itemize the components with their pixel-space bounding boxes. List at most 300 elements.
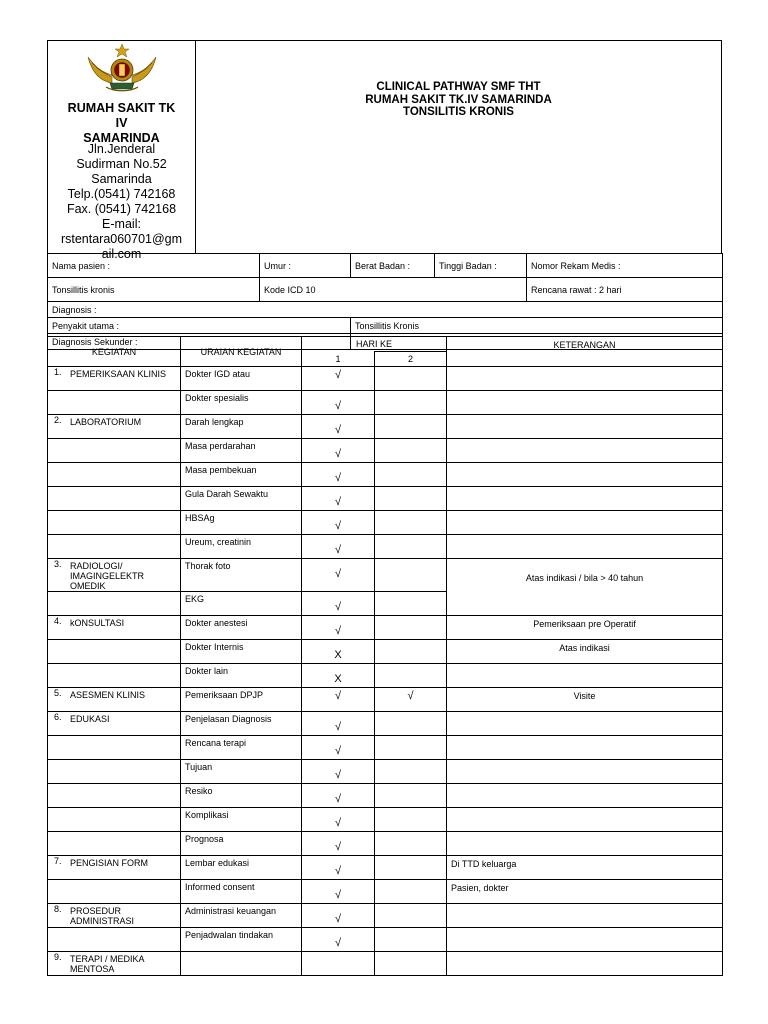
keterangan-text: Visite bbox=[573, 691, 596, 701]
day-1-mark-cell[interactable] bbox=[302, 712, 375, 736]
day-1-mark: √ bbox=[334, 544, 342, 556]
day-2-mark-cell[interactable] bbox=[375, 487, 447, 511]
uraian-cell bbox=[181, 616, 302, 640]
keterangan-cell bbox=[447, 640, 723, 664]
uraian-label: Administrasi keuangan bbox=[185, 906, 277, 916]
day-2-mark-cell[interactable] bbox=[375, 535, 447, 559]
day-2-mark-cell[interactable] bbox=[375, 511, 447, 535]
kegiatan-cell bbox=[48, 664, 181, 688]
day-2-mark bbox=[375, 856, 446, 866]
kegiatan-number bbox=[48, 511, 70, 513]
keterangan-text bbox=[447, 415, 722, 418]
day-1-mark: √ bbox=[334, 424, 342, 436]
day-1-mark: √ bbox=[334, 865, 342, 877]
diagnosis-name: Tonsillitis kronis bbox=[48, 278, 260, 302]
day-1-mark-cell[interactable] bbox=[302, 415, 375, 439]
keterangan-cell bbox=[447, 616, 723, 640]
uraian-label: Penjadwalan tindakan bbox=[185, 930, 274, 940]
keterangan-cell bbox=[447, 487, 723, 511]
day-2-mark bbox=[375, 880, 446, 890]
day-2-mark-cell[interactable] bbox=[375, 367, 447, 391]
activity-row bbox=[48, 415, 723, 439]
day-2-mark-cell[interactable] bbox=[375, 760, 447, 784]
title-line: TONSILITIS KRONIS bbox=[403, 106, 514, 118]
hospital-name bbox=[48, 101, 195, 146]
day-2-mark bbox=[375, 415, 446, 425]
uraian-cell bbox=[181, 736, 302, 760]
keterangan-text: Atas indikasi bbox=[559, 643, 610, 653]
day-2-mark-cell[interactable] bbox=[375, 928, 447, 952]
hospital-address bbox=[48, 142, 195, 262]
day-1-mark-cell[interactable] bbox=[302, 439, 375, 463]
day-1-mark-cell[interactable] bbox=[302, 559, 375, 592]
day-1-mark-cell[interactable] bbox=[302, 664, 375, 688]
day-2-mark bbox=[375, 808, 446, 818]
keterangan-cell bbox=[447, 856, 723, 880]
day-2-mark bbox=[375, 511, 446, 521]
kegiatan-number bbox=[48, 928, 70, 930]
keterangan-text bbox=[447, 391, 722, 394]
uraian-label: Informed consent bbox=[185, 882, 255, 892]
day-2-mark-cell[interactable] bbox=[375, 784, 447, 808]
hari-ke-header: HARI KE bbox=[302, 337, 447, 352]
uraian-cell bbox=[181, 664, 302, 688]
keterangan-text bbox=[447, 535, 722, 538]
kegiatan-number: 7. bbox=[54, 856, 62, 866]
kegiatan-cell bbox=[48, 736, 181, 760]
day-2-mark bbox=[375, 712, 446, 722]
day-1-mark-cell[interactable] bbox=[302, 904, 375, 928]
kegiatan-label bbox=[70, 487, 180, 489]
day-2-mark-cell[interactable] bbox=[375, 712, 447, 736]
diagnosis-sekunder-label: Diagnosis Sekunder : bbox=[48, 334, 351, 350]
kegiatan-number bbox=[48, 592, 70, 594]
document-title bbox=[196, 81, 721, 119]
day-1-mark-cell[interactable] bbox=[302, 736, 375, 760]
day-1-mark-cell[interactable] bbox=[302, 760, 375, 784]
title-line: CLINICAL PATHWAY SMF THT bbox=[376, 81, 541, 93]
day-2-mark-cell[interactable] bbox=[375, 688, 447, 712]
keterangan-cell bbox=[447, 784, 723, 808]
uraian-cell bbox=[181, 808, 302, 832]
kegiatan-label bbox=[70, 832, 180, 834]
kegiatan-label bbox=[70, 391, 180, 393]
keterangan-cell bbox=[447, 367, 723, 391]
kegiatan-cell bbox=[48, 952, 181, 976]
kegiatan-label: kONSULTASI bbox=[70, 618, 125, 628]
hospital-name-line: IV bbox=[115, 116, 128, 130]
uraian-label: Thorak foto bbox=[185, 561, 231, 571]
keterangan-cell bbox=[447, 511, 723, 535]
kegiatan-number: 1. bbox=[54, 367, 62, 377]
keterangan-cell bbox=[447, 415, 723, 439]
day-1-mark: √ bbox=[334, 400, 342, 412]
activity-row bbox=[48, 856, 723, 880]
day-1-mark: √ bbox=[334, 520, 342, 532]
keterangan-text bbox=[447, 712, 722, 715]
day-1-mark bbox=[302, 952, 374, 962]
day-2-mark-cell[interactable] bbox=[375, 832, 447, 856]
kegiatan-cell bbox=[48, 535, 181, 559]
activity-row bbox=[48, 463, 723, 487]
uraian-cell bbox=[181, 535, 302, 559]
activity-row bbox=[48, 784, 723, 808]
phone-line: Telp.(0541) 742168 bbox=[67, 187, 176, 201]
uraian-label: Dokter spesialis bbox=[185, 393, 249, 403]
kegiatan-cell bbox=[48, 904, 181, 928]
day-1-mark: √ bbox=[334, 817, 342, 829]
uraian-cell bbox=[181, 856, 302, 880]
day-1-mark: √ bbox=[334, 793, 342, 805]
day-2-mark bbox=[375, 760, 446, 770]
day-2-mark-cell[interactable] bbox=[375, 640, 447, 664]
keterangan-cell bbox=[447, 832, 723, 856]
uraian-cell bbox=[181, 928, 302, 952]
uraian-cell bbox=[181, 904, 302, 928]
uraian-label: Dokter lain bbox=[185, 666, 229, 676]
penyakit-utama-value[interactable]: Tonsillitis Kronis bbox=[351, 318, 723, 334]
kegiatan-label bbox=[70, 736, 180, 738]
day-1-mark-cell[interactable] bbox=[302, 592, 375, 616]
day-2-mark-cell[interactable] bbox=[375, 463, 447, 487]
kegiatan-cell bbox=[48, 784, 181, 808]
keterangan-cell bbox=[447, 559, 723, 616]
day-2-mark bbox=[375, 367, 446, 370]
day-1-mark: √ bbox=[334, 690, 342, 702]
berat-badan-field[interactable]: Berat Badan : bbox=[351, 254, 435, 278]
day-2-mark-cell[interactable] bbox=[375, 616, 447, 640]
kegiatan-label: PEMERIKSAAN KLINIS bbox=[70, 369, 167, 379]
activity-row bbox=[48, 760, 723, 784]
kegiatan-number: 4. bbox=[54, 616, 62, 626]
day-1-mark-cell[interactable] bbox=[302, 928, 375, 952]
kegiatan-cell bbox=[48, 640, 181, 664]
day-2-mark-cell[interactable] bbox=[375, 736, 447, 760]
hospital-name-line: SAMARINDA bbox=[83, 131, 160, 145]
kegiatan-cell bbox=[48, 616, 181, 640]
activity-row bbox=[48, 688, 723, 712]
uraian-label: Gula Darah Sewaktu bbox=[185, 489, 269, 499]
keterangan-text: Atas indikasi / bila > 40 tahun bbox=[525, 573, 644, 583]
activity-row bbox=[48, 880, 723, 904]
uraian-label bbox=[181, 952, 301, 954]
day-1-mark: √ bbox=[334, 472, 342, 484]
keterangan-text bbox=[447, 367, 722, 370]
day-2-mark: √ bbox=[407, 690, 414, 702]
day-2-mark-cell[interactable] bbox=[375, 592, 447, 616]
day-2-header: 2 bbox=[375, 352, 447, 367]
day-2-mark-cell[interactable] bbox=[375, 391, 447, 415]
keterangan-text bbox=[447, 952, 722, 955]
email-line: ail.com bbox=[101, 247, 142, 261]
day-2-mark-cell[interactable] bbox=[375, 952, 447, 976]
kegiatan-number bbox=[48, 439, 70, 441]
email-line: rstentara060701@gm bbox=[60, 232, 183, 246]
activity-row bbox=[48, 808, 723, 832]
uraian-label: Rencana terapi bbox=[185, 738, 247, 748]
uraian-cell bbox=[181, 415, 302, 439]
uraian-cell bbox=[181, 487, 302, 511]
day-1-header: 1 bbox=[302, 352, 375, 367]
uraian-label: Resiko bbox=[185, 786, 213, 796]
day-1-mark-cell[interactable] bbox=[302, 487, 375, 511]
kegiatan-cell bbox=[48, 559, 181, 592]
kegiatan-label bbox=[70, 439, 180, 441]
keterangan-text bbox=[447, 784, 722, 787]
day-1-mark: √ bbox=[334, 889, 342, 901]
kegiatan-number bbox=[48, 760, 70, 762]
kegiatan-label bbox=[70, 808, 180, 810]
day-2-mark bbox=[375, 391, 446, 401]
kegiatan-number: 5. bbox=[54, 688, 62, 698]
day-2-mark bbox=[375, 616, 446, 626]
kegiatan-cell bbox=[48, 832, 181, 856]
day-2-mark bbox=[375, 904, 446, 914]
uraian-cell bbox=[181, 952, 302, 976]
kegiatan-label: EDUKASI bbox=[70, 714, 110, 724]
day-1-mark-cell[interactable] bbox=[302, 784, 375, 808]
kegiatan-cell bbox=[48, 592, 181, 616]
uraian-header: URAIAN KEGIATAN bbox=[181, 337, 302, 367]
kegiatan-number bbox=[48, 784, 70, 786]
kegiatan-number bbox=[48, 463, 70, 465]
uraian-cell bbox=[181, 439, 302, 463]
kegiatan-cell bbox=[48, 439, 181, 463]
keterangan-header: KETERANGAN bbox=[447, 337, 723, 367]
kegiatan-number: 8. bbox=[54, 904, 62, 914]
kegiatan-label bbox=[70, 760, 180, 762]
kegiatan-label: TERAPI / MEDIKA MENTOSA bbox=[70, 954, 145, 974]
kegiatan-cell bbox=[48, 688, 181, 712]
day-1-mark: √ bbox=[334, 625, 342, 637]
day-1-mark-cell[interactable] bbox=[302, 808, 375, 832]
day-2-mark-cell[interactable] bbox=[375, 904, 447, 928]
keterangan-text bbox=[447, 463, 722, 466]
activity-row bbox=[48, 559, 723, 592]
kegiatan-number bbox=[48, 664, 70, 666]
activity-row bbox=[48, 736, 723, 760]
activity-row bbox=[48, 664, 723, 688]
keterangan-cell bbox=[447, 952, 723, 976]
day-2-mark bbox=[375, 439, 446, 449]
hospital-name-line: RUMAH SAKIT TK bbox=[67, 101, 176, 115]
uraian-cell bbox=[181, 367, 302, 391]
uraian-label: Ureum, creatinin bbox=[185, 537, 252, 547]
uraian-cell bbox=[181, 760, 302, 784]
day-1-mark-cell[interactable] bbox=[302, 832, 375, 856]
kegiatan-number bbox=[48, 736, 70, 738]
day-1-mark-cell[interactable] bbox=[302, 880, 375, 904]
day-2-mark bbox=[375, 592, 446, 602]
uraian-cell bbox=[181, 712, 302, 736]
keterangan-text: Di TTD keluarga bbox=[451, 859, 517, 869]
keterangan-cell bbox=[447, 760, 723, 784]
uraian-label: Darah lengkap bbox=[185, 417, 244, 427]
day-2-mark bbox=[375, 736, 446, 746]
activity-row bbox=[48, 952, 723, 976]
uraian-label: Tujuan bbox=[185, 762, 213, 772]
activity-row bbox=[48, 640, 723, 664]
keterangan-cell bbox=[447, 391, 723, 415]
uraian-label: Pemeriksaan DPJP bbox=[185, 690, 264, 700]
day-2-mark-cell[interactable] bbox=[375, 664, 447, 688]
day-1-mark-cell[interactable] bbox=[302, 616, 375, 640]
day-1-mark-cell[interactable] bbox=[302, 688, 375, 712]
title-block bbox=[196, 41, 721, 253]
keterangan-text bbox=[447, 736, 722, 739]
kegiatan-number: 2. bbox=[54, 415, 62, 425]
keterangan-cell bbox=[447, 439, 723, 463]
uraian-label: EKG bbox=[185, 594, 205, 604]
kegiatan-number bbox=[48, 487, 70, 489]
day-2-mark-cell[interactable] bbox=[375, 439, 447, 463]
activity-row bbox=[48, 367, 723, 391]
kegiatan-number bbox=[48, 535, 70, 537]
day-2-mark bbox=[375, 535, 446, 545]
day-1-mark-cell[interactable] bbox=[302, 640, 375, 664]
uraian-cell bbox=[181, 592, 302, 616]
keterangan-cell bbox=[447, 688, 723, 712]
keterangan-text bbox=[447, 511, 722, 514]
kegiatan-label: LABORATORIUM bbox=[70, 417, 142, 427]
activity-row bbox=[48, 535, 723, 559]
kegiatan-cell bbox=[48, 463, 181, 487]
umur-field[interactable]: Umur : bbox=[260, 254, 351, 278]
activity-row bbox=[48, 832, 723, 856]
kegiatan-label bbox=[70, 664, 180, 666]
kegiatan-cell bbox=[48, 415, 181, 439]
keterangan-text bbox=[447, 664, 722, 667]
kegiatan-cell bbox=[48, 808, 181, 832]
keterangan-cell bbox=[447, 736, 723, 760]
keterangan-cell bbox=[447, 808, 723, 832]
nama-pasien-field[interactable]: Nama pasien : bbox=[48, 254, 260, 278]
day-1-mark: X bbox=[334, 673, 342, 685]
day-1-mark-cell[interactable] bbox=[302, 856, 375, 880]
day-2-mark-cell[interactable] bbox=[375, 856, 447, 880]
keterangan-text bbox=[447, 808, 722, 811]
keterangan-text bbox=[447, 439, 722, 442]
day-1-mark-cell[interactable] bbox=[302, 535, 375, 559]
day-2-mark bbox=[375, 487, 446, 497]
kegiatan-label bbox=[70, 511, 180, 513]
day-1-mark-cell[interactable] bbox=[302, 511, 375, 535]
uraian-label: Masa perdarahan bbox=[185, 441, 256, 451]
kegiatan-number bbox=[48, 832, 70, 834]
uraian-label: Masa pembekuan bbox=[185, 465, 257, 475]
keterangan-text: Pasien, dokter bbox=[451, 883, 509, 893]
kegiatan-number: 9. bbox=[54, 952, 62, 962]
kegiatan-cell bbox=[48, 760, 181, 784]
day-2-mark-cell[interactable] bbox=[375, 559, 447, 592]
keterangan-cell bbox=[447, 712, 723, 736]
day-1-mark-cell[interactable] bbox=[302, 952, 375, 976]
uraian-cell bbox=[181, 784, 302, 808]
kegiatan-label bbox=[70, 928, 180, 930]
day-1-mark: X bbox=[334, 649, 342, 661]
activity-row bbox=[48, 391, 723, 415]
uraian-label: Dokter Internis bbox=[185, 642, 244, 652]
day-2-mark bbox=[375, 928, 446, 938]
uraian-label: Komplikasi bbox=[185, 810, 229, 820]
day-2-mark bbox=[375, 664, 446, 674]
keterangan-cell bbox=[447, 463, 723, 487]
kegiatan-label bbox=[70, 880, 180, 882]
kegiatan-number bbox=[48, 391, 70, 393]
activity-row bbox=[48, 928, 723, 952]
day-1-mark: √ bbox=[334, 937, 342, 949]
uraian-cell bbox=[181, 559, 302, 592]
keterangan-text bbox=[447, 487, 722, 490]
day-1-mark-cell[interactable] bbox=[302, 463, 375, 487]
clinical-pathway-page bbox=[47, 40, 722, 977]
nomor-rekam-medis-field[interactable]: Nomor Rekam Medis : bbox=[527, 254, 723, 278]
uraian-cell bbox=[181, 511, 302, 535]
day-1-mark: √ bbox=[334, 841, 342, 853]
day-1-mark: √ bbox=[334, 369, 342, 381]
kegiatan-label: RADIOLOGI/ IMAGINGELEKTR OMEDIK bbox=[70, 561, 145, 591]
uraian-cell bbox=[181, 640, 302, 664]
document-header bbox=[47, 40, 722, 261]
diagnosis-field[interactable]: Diagnosis : bbox=[48, 302, 723, 318]
email-label: E-mail: bbox=[102, 217, 141, 231]
day-1-mark: √ bbox=[334, 496, 342, 508]
day-2-mark-cell[interactable] bbox=[375, 808, 447, 832]
kode-icd-field[interactable]: Kode ICD 10 bbox=[260, 278, 527, 302]
day-1-mark-cell[interactable] bbox=[302, 367, 375, 391]
kegiatan-cell bbox=[48, 367, 181, 391]
army-emblem-logo bbox=[82, 43, 162, 95]
uraian-cell bbox=[181, 880, 302, 904]
day-1-mark-cell[interactable] bbox=[302, 391, 375, 415]
activity-row bbox=[48, 511, 723, 535]
activity-row bbox=[48, 616, 723, 640]
keterangan-text bbox=[447, 928, 722, 931]
kegiatan-label bbox=[70, 463, 180, 465]
day-2-mark-cell[interactable] bbox=[375, 415, 447, 439]
tinggi-badan-field[interactable]: Tinggi Badan : bbox=[435, 254, 527, 278]
day-2-mark bbox=[375, 640, 446, 650]
kegiatan-number bbox=[48, 808, 70, 810]
kegiatan-cell bbox=[48, 391, 181, 415]
day-2-mark bbox=[375, 463, 446, 473]
address-line: Samarinda bbox=[91, 172, 152, 186]
kegiatan-label: ASESMEN KLINIS bbox=[70, 690, 146, 700]
activity-row bbox=[48, 487, 723, 511]
activity-row bbox=[48, 904, 723, 928]
kegiatan-label bbox=[70, 592, 180, 594]
kegiatan-label bbox=[70, 640, 180, 642]
keterangan-text: Pemeriksaan pre Operatif bbox=[533, 619, 636, 629]
address-line: Sudirman No.52 bbox=[76, 157, 167, 171]
uraian-cell bbox=[181, 688, 302, 712]
fax-line: Fax. (0541) 742168 bbox=[66, 202, 177, 216]
uraian-cell bbox=[181, 832, 302, 856]
kegiatan-number: 6. bbox=[54, 712, 62, 722]
uraian-label: Prognosa bbox=[185, 834, 224, 844]
hospital-block bbox=[48, 41, 196, 261]
day-2-mark-cell[interactable] bbox=[375, 880, 447, 904]
day-1-mark: √ bbox=[334, 601, 342, 613]
kegiatan-header: KEGIATAN bbox=[48, 337, 181, 367]
kegiatan-label: PENGISIAN FORM bbox=[70, 858, 149, 868]
day-2-mark bbox=[375, 559, 446, 569]
keterangan-cell bbox=[447, 880, 723, 904]
kegiatan-number bbox=[48, 880, 70, 882]
keterangan-text bbox=[447, 904, 722, 907]
kegiatan-label bbox=[70, 784, 180, 786]
day-1-mark: √ bbox=[334, 745, 342, 757]
